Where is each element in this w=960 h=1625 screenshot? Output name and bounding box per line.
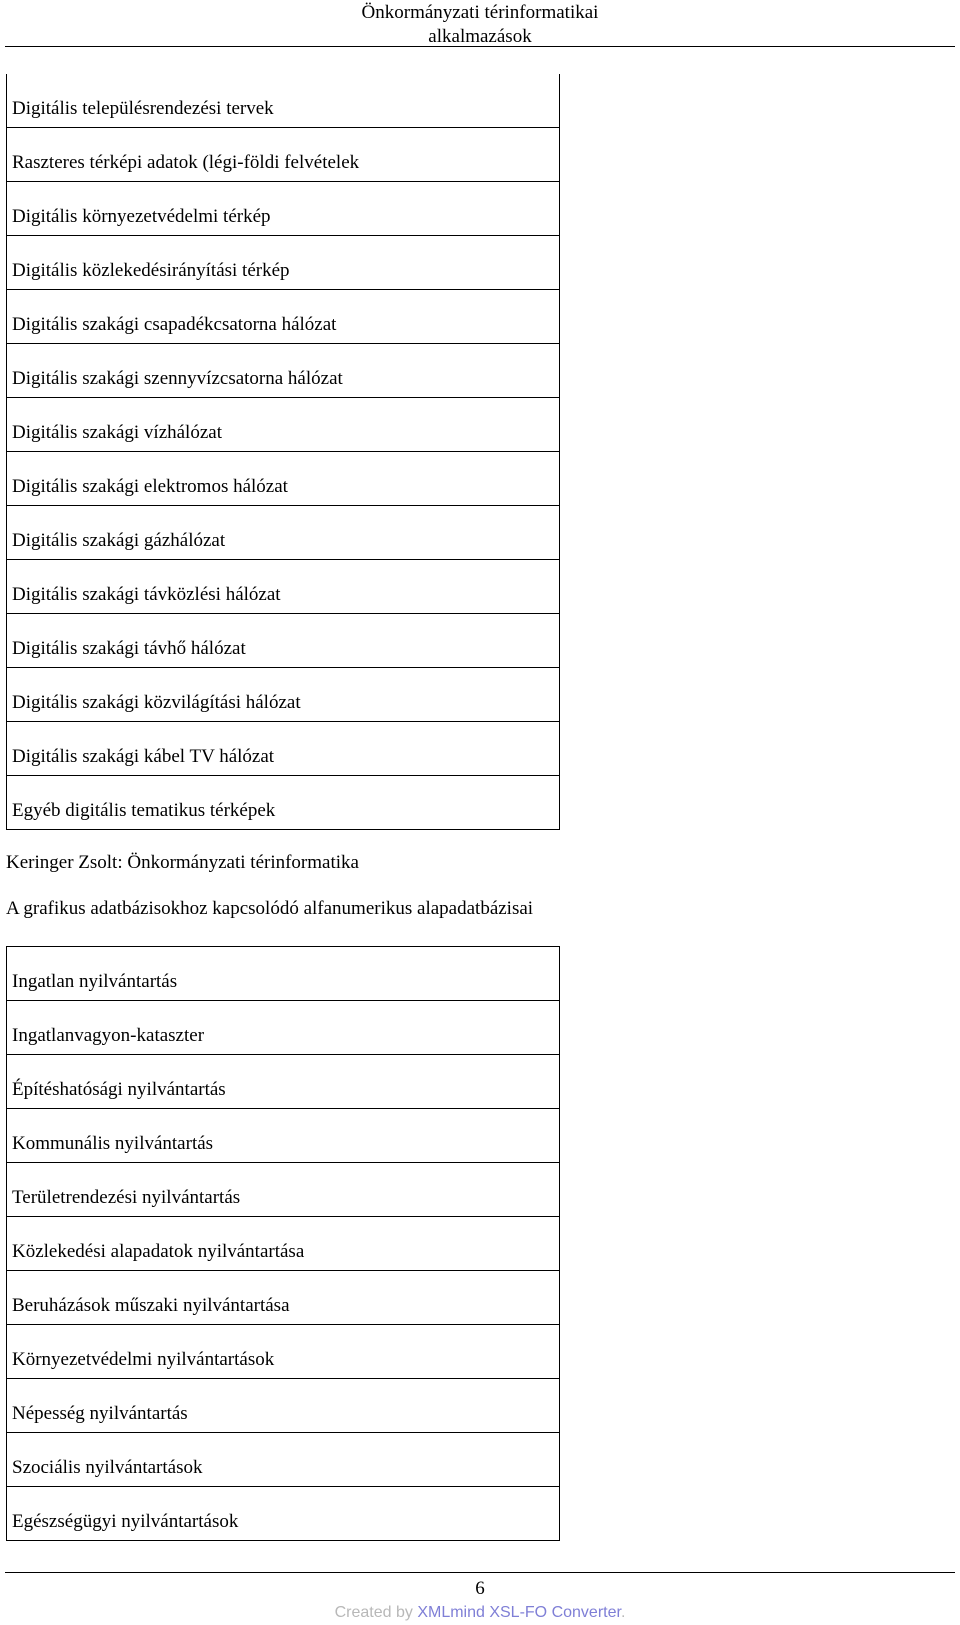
table-row: [7, 947, 559, 1001]
table-cell: Digitális szakági gázhálózat: [12, 530, 226, 551]
table-row: [7, 344, 559, 398]
table-cell: Egyéb digitális tematikus térképek: [12, 800, 276, 821]
header-divider: [5, 46, 955, 47]
converter-link[interactable]: XMLmind XSL-FO Converter: [417, 1604, 621, 1621]
table-cell: Digitális szakági távközlési hálózat: [12, 584, 281, 605]
table-cell: Digitális szakági szennyvízcsatorna hálózat: [12, 368, 343, 389]
table-cell: Digitális közlekedésirányítási térkép: [12, 260, 290, 281]
table-row: [7, 1433, 559, 1487]
table-cell: Beruházások műszaki nyilvántartása: [12, 1295, 290, 1316]
table-row: [7, 776, 559, 830]
table-cell: Építéshatósági nyilvántartás: [12, 1079, 226, 1100]
converter-prefix: Created by: [334, 1604, 418, 1621]
table-row: [7, 398, 559, 452]
table-row: [7, 1487, 559, 1541]
converter-credit: [0, 1603, 960, 1623]
footer-divider: [5, 1572, 955, 1573]
table-row: [7, 1163, 559, 1217]
table-cell: Digitális szakági kábel TV hálózat: [12, 746, 275, 767]
alphanumeric-databases-table: [6, 946, 560, 1541]
author-line: Keringer Zsolt: Önkormányzati térinformatika: [6, 852, 359, 873]
converter-suffix: .: [620, 1604, 626, 1621]
table-cell: Ingatlanvagyon-kataszter: [12, 1025, 205, 1046]
page-number: 6: [475, 1578, 485, 1599]
table-row: [7, 1109, 559, 1163]
table-row: [7, 560, 559, 614]
table-cell: Népesség nyilvántartás: [12, 1403, 188, 1424]
header-title-line1: Önkormányzati térinformatikai: [361, 2, 599, 23]
table-row: [7, 452, 559, 506]
table-row: [7, 722, 559, 776]
table-row: [7, 128, 559, 182]
table-row: [7, 668, 559, 722]
table-cell: Digitális szakági elektromos hálózat: [12, 476, 288, 497]
table-row: [7, 506, 559, 560]
header-title-line2: alkalmazások: [428, 26, 532, 47]
table-row: [7, 1217, 559, 1271]
table-row: [7, 236, 559, 290]
table-cell: Területrendezési nyilvántartás: [12, 1187, 241, 1208]
table-cell: Szociális nyilvántartások: [12, 1457, 203, 1478]
table-cell: Digitális szakági csapadékcsatorna hálózat: [12, 314, 337, 335]
table-row: [7, 74, 559, 128]
table-row: [7, 290, 559, 344]
table-row: [7, 1271, 559, 1325]
table-row: [7, 1001, 559, 1055]
table-cell: Digitális szakági közvilágítási hálózat: [12, 692, 301, 713]
table-cell: Raszteres térképi adatok (légi-földi felvételek: [12, 152, 360, 173]
table-cell: Digitális településrendezési tervek: [12, 98, 274, 119]
table-cell: Digitális szakági távhő hálózat: [12, 638, 246, 659]
table-row: [7, 1379, 559, 1433]
table-cell: Kommunális nyilvántartás: [12, 1133, 214, 1154]
table-cell: Egészségügyi nyilvántartások: [12, 1511, 239, 1532]
table-row: [7, 1055, 559, 1109]
table-cell: Digitális környezetvédelmi térkép: [12, 206, 271, 227]
table-cell: Digitális szakági vízhálózat: [12, 422, 222, 443]
table-row: [7, 614, 559, 668]
table-cell: Ingatlan nyilvántartás: [12, 971, 178, 992]
section-heading: A grafikus adatbázisokhoz kapcsolódó alfanumerikus alapadatbázisai: [6, 898, 534, 919]
table-cell: Közlekedési alapadatok nyilvántartása: [12, 1241, 305, 1262]
table-row: [7, 1325, 559, 1379]
table-cell: Környezetvédelmi nyilvántartások: [12, 1349, 275, 1370]
digital-maps-table: [6, 74, 560, 830]
table-row: [7, 182, 559, 236]
